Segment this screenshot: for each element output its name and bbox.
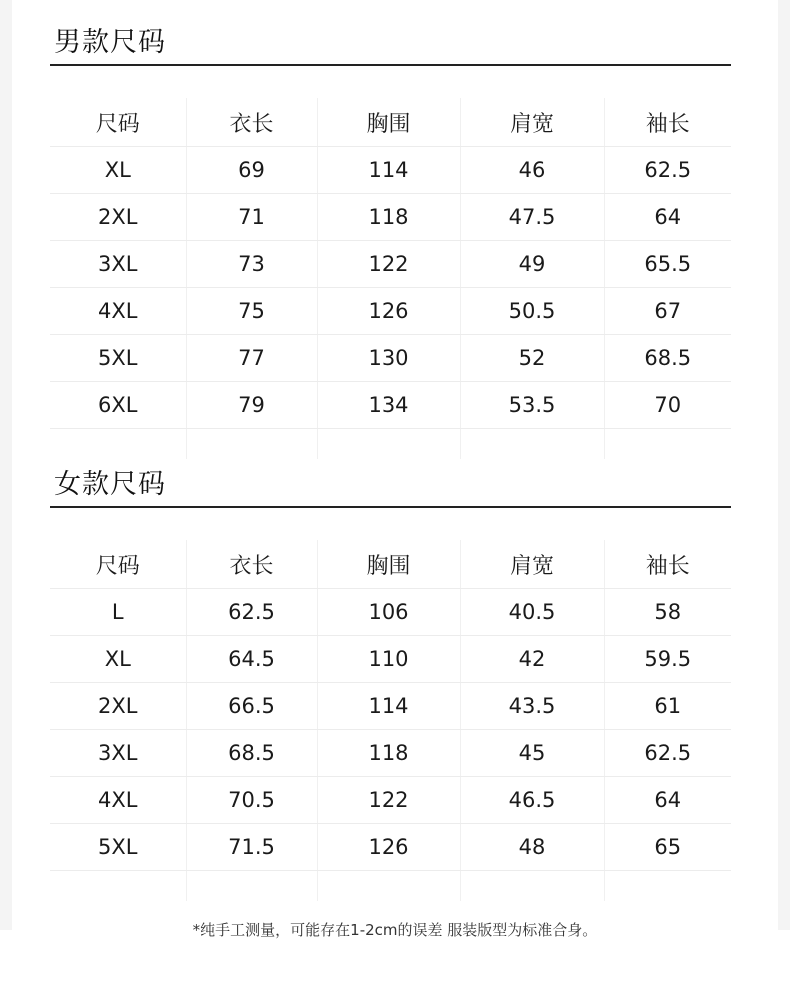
table-row — [50, 636, 731, 683]
cell-shoulder: 46.5 — [460, 777, 604, 824]
table-row — [50, 241, 731, 288]
header-shoulder: 肩宽 — [460, 540, 604, 589]
cell-size: 2XL — [50, 194, 186, 241]
header-shoulder: 肩宽 — [460, 98, 604, 147]
cell-size: 3XL — [50, 730, 186, 777]
cell-chest: 126 — [317, 288, 460, 335]
blank-cell — [186, 871, 317, 902]
cell-shoulder: 50.5 — [460, 288, 604, 335]
table-row — [50, 730, 731, 777]
cell-chest: 134 — [317, 382, 460, 429]
cell-length: 64.5 — [186, 636, 317, 683]
cell-length: 69 — [186, 147, 317, 194]
page-edge-left — [0, 0, 12, 930]
table-blank-row — [50, 429, 731, 460]
cell-shoulder: 48 — [460, 824, 604, 871]
header-length: 衣长 — [186, 540, 317, 589]
cell-sleeve: 59.5 — [604, 636, 731, 683]
header-chest: 胸围 — [317, 98, 460, 147]
cell-shoulder: 52 — [460, 335, 604, 382]
cell-size: XL — [50, 147, 186, 194]
blank-cell — [460, 429, 604, 460]
blank-cell — [604, 429, 731, 460]
cell-chest: 122 — [317, 777, 460, 824]
cell-chest: 114 — [317, 683, 460, 730]
cell-shoulder: 49 — [460, 241, 604, 288]
cell-size: 5XL — [50, 335, 186, 382]
cell-sleeve: 64 — [604, 777, 731, 824]
table-row — [50, 194, 731, 241]
blank-cell — [186, 429, 317, 460]
measurement-footnote: *纯手工测量，可能存在1-2cm的误差 服装版型为标准合身。 — [192, 921, 598, 939]
cell-length: 71.5 — [186, 824, 317, 871]
cell-shoulder: 46 — [460, 147, 604, 194]
header-sleeve: 袖长 — [604, 98, 731, 147]
cell-sleeve: 65.5 — [604, 241, 731, 288]
cell-size: XL — [50, 636, 186, 683]
table-row — [50, 382, 731, 429]
blank-cell — [50, 429, 186, 460]
cell-length: 68.5 — [186, 730, 317, 777]
cell-length: 62.5 — [186, 589, 317, 636]
cell-size: 4XL — [50, 777, 186, 824]
cell-sleeve: 58 — [604, 589, 731, 636]
header-sleeve: 袖长 — [604, 540, 731, 589]
cell-size: 3XL — [50, 241, 186, 288]
cell-length: 71 — [186, 194, 317, 241]
cell-size: 4XL — [50, 288, 186, 335]
header-size: 尺码 — [50, 540, 186, 589]
table-header-row — [50, 540, 731, 589]
blank-cell — [317, 871, 460, 902]
cell-length: 79 — [186, 382, 317, 429]
cell-size: 2XL — [50, 683, 186, 730]
table-row — [50, 777, 731, 824]
table-row — [50, 147, 731, 194]
table-row — [50, 335, 731, 382]
cell-length: 66.5 — [186, 683, 317, 730]
cell-sleeve: 65 — [604, 824, 731, 871]
men-title-divider — [50, 64, 731, 66]
women-size-table — [50, 540, 731, 901]
table-row — [50, 824, 731, 871]
cell-shoulder: 47.5 — [460, 194, 604, 241]
table-row — [50, 288, 731, 335]
men-section-title: 男款尺码 — [54, 27, 166, 58]
cell-sleeve: 61 — [604, 683, 731, 730]
cell-sleeve: 67 — [604, 288, 731, 335]
cell-chest: 126 — [317, 824, 460, 871]
cell-size: 6XL — [50, 382, 186, 429]
table-row — [50, 589, 731, 636]
cell-sleeve: 70 — [604, 382, 731, 429]
blank-cell — [317, 429, 460, 460]
table-header-row — [50, 98, 731, 147]
header-size: 尺码 — [50, 98, 186, 147]
cell-size: L — [50, 589, 186, 636]
header-length: 衣长 — [186, 98, 317, 147]
cell-shoulder: 42 — [460, 636, 604, 683]
cell-chest: 122 — [317, 241, 460, 288]
men-size-table — [50, 98, 731, 459]
cell-sleeve: 64 — [604, 194, 731, 241]
table-row — [50, 683, 731, 730]
cell-shoulder: 53.5 — [460, 382, 604, 429]
cell-length: 75 — [186, 288, 317, 335]
women-section-title: 女款尺码 — [54, 469, 166, 500]
page-edge-right — [778, 0, 790, 930]
cell-chest: 114 — [317, 147, 460, 194]
cell-sleeve: 62.5 — [604, 730, 731, 777]
cell-chest: 106 — [317, 589, 460, 636]
cell-chest: 118 — [317, 730, 460, 777]
blank-cell — [50, 871, 186, 902]
cell-shoulder: 40.5 — [460, 589, 604, 636]
cell-length: 77 — [186, 335, 317, 382]
cell-length: 73 — [186, 241, 317, 288]
cell-shoulder: 43.5 — [460, 683, 604, 730]
cell-chest: 110 — [317, 636, 460, 683]
header-chest: 胸围 — [317, 540, 460, 589]
blank-cell — [604, 871, 731, 902]
blank-cell — [460, 871, 604, 902]
table-blank-row — [50, 871, 731, 902]
cell-chest: 130 — [317, 335, 460, 382]
women-title-divider — [50, 506, 731, 508]
cell-shoulder: 45 — [460, 730, 604, 777]
cell-sleeve: 68.5 — [604, 335, 731, 382]
cell-sleeve: 62.5 — [604, 147, 731, 194]
cell-size: 5XL — [50, 824, 186, 871]
cell-chest: 118 — [317, 194, 460, 241]
cell-length: 70.5 — [186, 777, 317, 824]
